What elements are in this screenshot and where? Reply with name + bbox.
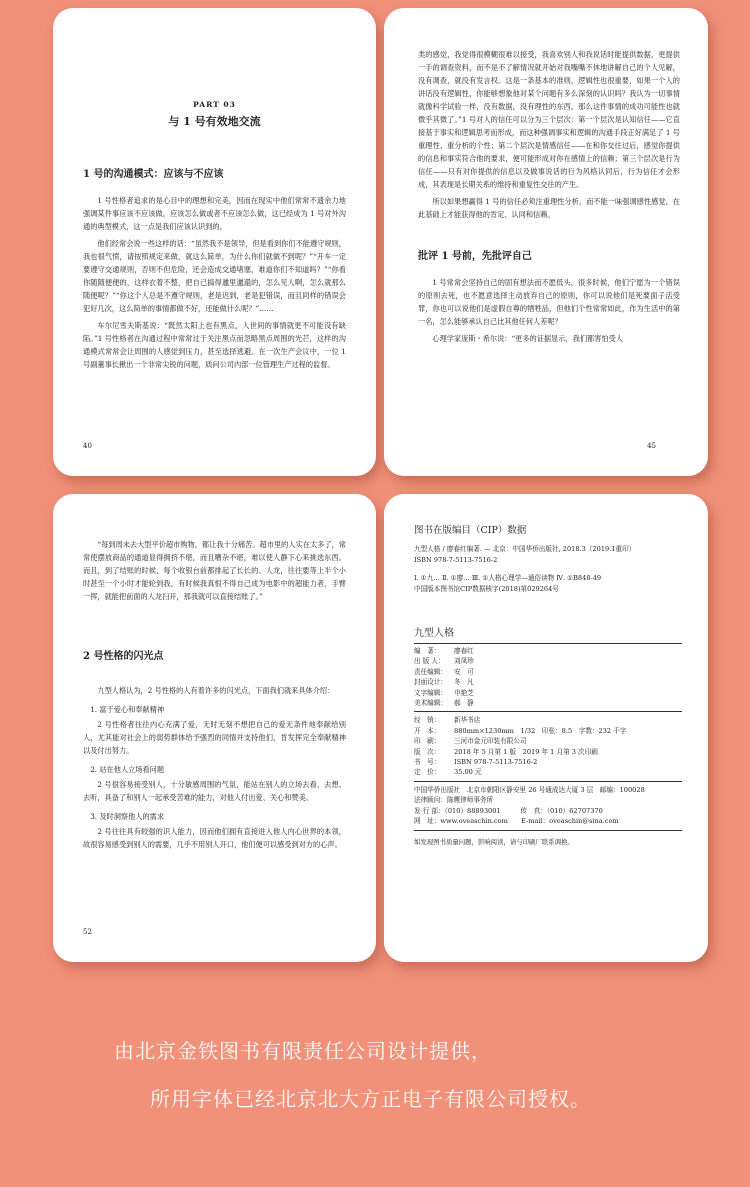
copyright-page — [384, 494, 708, 962]
item-title: 1. 富于爱心和奉献精神 — [90, 705, 165, 714]
paragraph: 2 号很容易接受别人，十分敏感周围的气氛，能站在别人的立场去看、去想、去听，具备了和别人一起承受苦难的能力，对他人付出爱、关心和赞美。 — [83, 780, 346, 802]
book-page-45 — [384, 8, 708, 476]
credits-list — [414, 646, 682, 708]
paragraph: “每到周末去大型平价超市购物，都让我十分痛苦。超市里的人实在太多了，常常使摆放商品的通道显得拥挤不堪，而且嘈杂不堪，难以使人静下心来挑选东西。而且，到了结账的时候，每个收银台前都排起了长长的、人龙，往往要等上半个小时甚至一个小时才能轮到我，有时候我真恨不得自己成为电影中的超能力者，手臂一挥，就能把前面的人龙扫开，那我就可以直接结账了。” — [83, 540, 346, 601]
info-row: 印 刷： 三河市金元印装有限公司 — [414, 737, 527, 746]
publisher-line: 发 行 部：（010）88893001 传 真：（010）62707370 — [414, 806, 603, 815]
info-row: 编 著： 廖春红 — [414, 647, 474, 655]
book-title: 九型人格 — [414, 624, 682, 644]
divider — [414, 781, 682, 782]
footer-line-1: 由北京金铁图书有限责任公司设计提供， — [114, 1039, 492, 1063]
info-row: 定 价： 35.00 元 — [414, 768, 482, 777]
section-title: 批评 1 号前，先批评自己 — [418, 251, 532, 262]
info-row: 开 本： 880mm×1230mm 1/32 印张：8.5 字数：232 千字 — [414, 726, 627, 735]
item-title: 3. 及时洞察他人的需求 — [90, 812, 165, 821]
cip-line: Ⅰ. ①九… Ⅱ. ①廖… Ⅲ. ①人格心理学—通俗读物 Ⅳ. ①B848-49 — [414, 574, 602, 582]
section-title: 1 号的沟通模式：应该与不应该 — [83, 169, 224, 180]
paragraph: 2 号往往具有较强的识人能力，因而他们拥有直接进入他人内心世界的本领，故很容易感受到别人的需要，几乎不用别人开口，他们便可以感受到对方的心声。 — [83, 827, 346, 849]
info-row: 美术编辑： 郝 静 — [414, 699, 474, 708]
paragraph: 1 号常常会坚持自己的固有想法而不愿低头，很多时候，他们宁愿为一个错误的原则去死，也不愿意选择主动放弃自己的原则，你可以说他们是死要面子活受罪，你也可以说他们是虚假自尊的牺牲品，但他们个性常常如此，作为生活中的第一名，怎么能够承认自己比其他任何人差呢？ — [418, 278, 680, 326]
cip-line: ISBN 978-7-5113-7516-2 — [414, 555, 498, 564]
paragraph: 2 号性格者往往内心充满了爱，无时无刻不想把自己的爱无条件地奉献给别人，尤其能对社会上的弱势群体给予强烈的同情并支持他们，肯发挥完全奉献精神以及付出努力。 — [83, 720, 346, 755]
print-info-list — [414, 715, 682, 777]
cip-title: 图书在版编目（CIP）数据 — [414, 525, 527, 536]
quality-note: 如发现图书质量问题，影响阅读，请与印刷厂联系调换。 — [414, 837, 574, 846]
page-number: 52 — [83, 928, 92, 936]
divider — [414, 830, 682, 831]
info-row: 经 销： 新华书店 — [414, 716, 481, 725]
info-row: 责任编辑： 安 可 — [414, 667, 474, 676]
paragraph: 心理学家庞斯・希尔说：“更多的证据显示，我们都害怕受人 — [432, 334, 623, 343]
info-row: 出 版 人： 刘凤珍 — [414, 657, 474, 666]
info-row: 书 号： ISBN 978-7-5113-7516-2 — [414, 758, 538, 767]
publisher-line: 中国华侨出版社 北京市朝阳区静安里 26 号通成达大厦 3 层 邮编：100028 — [414, 785, 645, 794]
item-title: 2. 站在他人立场看问题 — [90, 765, 165, 774]
paragraph: 所以如果想赢得 1 号的信任必须注重理性分析，而不能一味强调感性感觉，在此基础上才能获得他的肯定、认同和信赖。 — [418, 197, 680, 219]
paragraph: 他们经常会说一些这样的话：“虽然我不是领导，但是看到你们不能遵守规则，我也很气愤，请按照规定来做，就这么简单，为什么你们就做不到呢？”“开车一定要遵守交通规则，否则不但危险，还会造成交通堵塞，难道你们不知道吗？”“你看你随随便便的，这样衣着不整，把自己搞得邋里邋遢的，怎么见人啊，怎么就那么随便呢？”“你这个人总是不遵守规则，老是迟到，老是犯错误，而且同样的错误会犯好几次，这么简单的事情都做不好，还能做什么呢？”…… — [83, 239, 346, 313]
info-row: 文字编辑： 申艳芝 — [414, 688, 474, 697]
section-title: 2 号性格的闪光点 — [83, 651, 164, 662]
footer-line-2: 所用字体已经北京北大方正电子有限公司授权。 — [150, 1087, 591, 1111]
cip-line: 九型人格 / 廖春红编著. — 北京：中国华侨出版社, 2018.3（2019.1重印） — [414, 545, 636, 553]
cip-line: 中国版本图书馆CIP数据核字(2018)第029264号 — [414, 584, 559, 593]
part-label: PART 03 — [193, 100, 236, 109]
part-title: 与 1 号有效地交流 — [168, 115, 261, 128]
paragraph: 类的感觉，我觉得很模糊很难以接受，我喜欢别人和我说话时能提供数据，更提供一手的调查资料，而不是不了解情况就开始对我嘴嘴不休地讲解自己的个人见解，没有调查，就没有发言权。这是一条基本的准则，逻辑性也很重要，如果一个人的讲话没有逻辑性，你能够想象他对某个问题有多么深刻的认识吗？我认为一切事情就像科学试验一样，没有数据，没有理性的东西，那么这件事情的成功可能性也就微乎其微了。”1 号对人的信任可以分为三个层次：第一个层次是认知信任——它直接基于事实和逻辑思考而形成，而这种强调事实和逻辑的沟通手段正好满足了 1 号重理性、重分析的个性；第二个层次是情感信任——在和你交往过后，感觉你提供的信息和事实符合他的要求，便可能形成对你在感情上的信赖；第三个层次是行为信任——只有对你提供的信息以及做事说话的行为风格认同后，行为信任才会形成，其表现是长期关系的维持和重复性交往的产生。 — [418, 50, 680, 189]
info-row: 版 次： 2018 年 5 月第 1 版 2019 年 1 月第 3 次印刷 — [414, 747, 598, 756]
page-number: 40 — [83, 442, 92, 450]
book-page-40 — [53, 8, 376, 476]
divider — [414, 711, 682, 712]
book-page-52 — [53, 494, 376, 962]
publisher-line: 网 址：www.oveaschin.com E-mail：oveaschin@sina.com — [414, 817, 619, 826]
paragraph: 车尔尼雪夫斯基说：“既然太阳上也有黑点，人世间的事情就更不可能没有缺陷。”1 号性格者在沟通过程中常常过于关注黑点而忽略黑点周围的光芒，这样的沟通模式常常会让周围的人感觉到压力，甚至选择逃避。在一次生产会议中，一位 1 号副董事长揪出一个非常尖锐的问题，质问公司内部一位管理生产过程的监督。 — [83, 321, 346, 369]
paragraph: 1 号性格者追求的是心目中的理想和完美，因而在现实中他们常常不遗余力地强调某件事应该不应该做，应该怎么做或者不应该怎么做，这已经成为 1 号对外沟通的典型模式，这一点是我们应该认识到的。 — [83, 196, 346, 231]
paragraph: 九型人格认为，2 号性格的人有着许多的闪光点，下面我们就来具体介绍： — [97, 686, 335, 695]
info-row: 封面设计： 冬 凡 — [414, 678, 474, 687]
publisher-line: 法律顾问：陈鹰律师事务所 — [414, 796, 494, 805]
page-number: 45 — [647, 442, 656, 450]
